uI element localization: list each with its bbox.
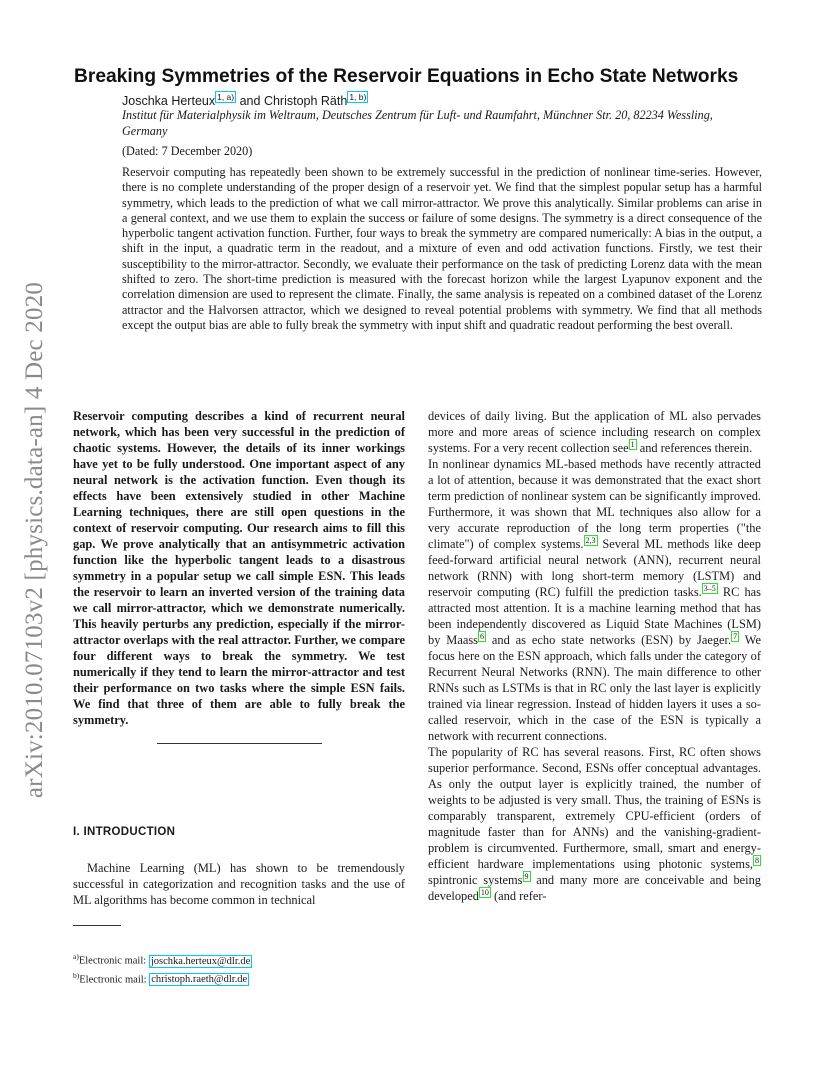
arxiv-side-stamp: arXiv:2010.07103v2 [physics.data-an] 4 Dec 2020 bbox=[21, 281, 48, 799]
paragraph-2: In nonlinear dynamics ML-based methods have recently attracted a lot of attention, because it was demonstrated that the exact short term prediction of nonlinear system can be significantly improved. Furthermore, it was shown that ML techniques also allow for a very accurate reproduction of the long term properties ("the climate") of complex systems. $^{2,3}$ Several ML methods like deep feed-forward artificial neural network (ANN), recurrent neural network (RNN) with long short-term memory (LSTM) and reservoir computing (RC) fulfill the prediction tasks. $^{3-5}$ RC has attracted most attention. It is a machine learning method that has been independently discovered as Liquid State Machines (LSM) by Maass $^6$ and as echo state networks (ESN) by Jaeger. $^7$ We focus here on the ESN approach, which falls under the category of Recurrent Neural Networks (RNN). The main difference to other RNNs such as LSTMs is that in RC only the last layer is explicitly trained via linear regression. Instead of hidden layers it uses a so-called reservoir, which in the case of the ESN is typically a network with recurrent connections. bbox=[428, 457, 761, 743]
author-2: Christoph Räth bbox=[263, 94, 348, 109]
summary-divider bbox=[157, 743, 322, 744]
footnote-divider bbox=[73, 925, 121, 926]
email-link-b[interactable]: christoph.raeth@dlr.de bbox=[151, 974, 248, 985]
footnotes bbox=[73, 950, 252, 987]
section-heading: I. INTRODUCTION bbox=[73, 826, 176, 838]
abstract: Reservoir computing has repeatedly been shown to be extremely successful in the prediction of nonlinear time-series. However, there is no complete understanding of the proper design of a reservoir yet. We find that the simplest popular setup has a harmful symmetry, which leads to the prediction of what we call mirror-attractor. We prove this analytically. Similar problems can arise in a general context, and we use them to explain the success or failure of some designs. The symmetry is a direct consequence of the hyperbolic tangent activation function. Further, four ways to break the symmetry are compared numerically: A bias in the output, a shift in the input, a quadratic term in the readout, and a mixture of even and odd activation functions. Firstly, we test their susceptibility to the mirror-attractor. Secondly, we evaluate their performance on the task of predicting Lorenz data with the mean shifted to zero. The short-time prediction is measured with the forecast horizon while the largest Lyapunov exponent and the correlation dimension are used to represent the climate. Finally, the same analysis is repeated on a combined dataset of the Lorenz attractor and the Halvorsen attractor, which we designed to reveal potential problems with symmetry. We find that all methods except the output bias are able to fully break the symmetry with input shift and quadratic readout performing the best overall. bbox=[122, 165, 762, 332]
footnote-a: $^{a)}$Electronic mail: joschka.herteux@dlr.de bbox=[73, 952, 251, 967]
citation-link[interactable]: 10 bbox=[480, 887, 489, 897]
citation-link[interactable]: 3–5 bbox=[703, 583, 716, 593]
author-line bbox=[122, 92, 368, 108]
citation-link[interactable]: 2,3 bbox=[585, 535, 596, 545]
affiliation: Institut für Materialphysik im Weltraum, Deutsches Zentrum für Luft- und Raumfahrt, Münchner Str. 20, 82234 Wessling, Germany bbox=[122, 108, 713, 138]
paragraph-3: The popularity of RC has several reasons. First, RC often shows superior performance. Second, ESNs offer conceptual advantages. As only the output layer is explicitly trained, the number of weights to be adjusted is very small. Thus, the training of ESNs is comparably transparent, extremely CPU-efficient (orders of magnitude faster than for ANNs) and the vanishing-gradient-problem is circumvented. Furthermore, small, smart and energy-efficient hardware implementations using photonic systems, $^8$ spintronic systems $^9$ and many more are conceivable and being developed $^{10}$ (and refer- bbox=[428, 745, 761, 903]
intro-paragraph: Machine Learning (ML) has shown to be tremendously successful in categorization and recognition tasks and the use of ML algorithms has become common in technical bbox=[73, 861, 405, 907]
author-connector: and bbox=[236, 94, 264, 109]
author-1: Joschka Herteux bbox=[122, 94, 216, 109]
email-link-a[interactable]: joschka.herteux@dlr.de bbox=[150, 955, 251, 967]
right-column bbox=[428, 408, 761, 904]
citation-link[interactable]: 9 bbox=[524, 871, 529, 881]
left-column bbox=[73, 408, 405, 744]
citation-link[interactable]: 7 bbox=[733, 631, 738, 641]
citation-link[interactable]: 8 bbox=[755, 855, 759, 865]
lay-summary: Reservoir computing describes a kind of recurrent neural network, which has been very successful in the prediction of chaotic systems. However, the details of its inner workings have yet to be fully understood. One important aspect of any neural network is the activation function. Even though its effects have been extensively studied in other Machine Learning techniques, there are still open questions in the context of reservoir computing. Our research aims to fill this gap. We prove analytically that an antisymmetric activation function like the hyperbolic tangent leads to a disastrous symmetry in a popular setup we call simple ESN. This leads the reservoir to learn an inverted version of the training data we call mirror-attractor, which we demonstrate numerically. This heavily perturbs any prediction, especially if the mirror-attractor overlaps with the real attractor. Further, we compare four different ways to break the symmetry. We test numerically if they tend to learn the mirror-attractor and test their performance on two tasks where the simple ESN fails. We find that three of them are able to fully break the symmetry. bbox=[73, 409, 405, 727]
date-line: (Dated: 7 December 2020) bbox=[122, 144, 253, 158]
author-1-mark[interactable]: 1, a) bbox=[217, 92, 235, 102]
footnote-b: $^{b)}$Electronic mail: christoph.raeth@dlr.de bbox=[73, 970, 248, 985]
paragraph-1: devices of daily living. But the application of ML also pervades more and more areas of science including research on complex systems. For a very recent collection see $^1$ and references therein. bbox=[428, 409, 761, 455]
author-2-mark[interactable]: 1, b) bbox=[349, 92, 367, 102]
citation-link[interactable]: 6 bbox=[479, 631, 484, 641]
paper-title: Breaking Symmetries of the Reservoir Equations in Echo State Networks bbox=[74, 66, 739, 87]
citation-link[interactable]: 1 bbox=[630, 439, 635, 449]
